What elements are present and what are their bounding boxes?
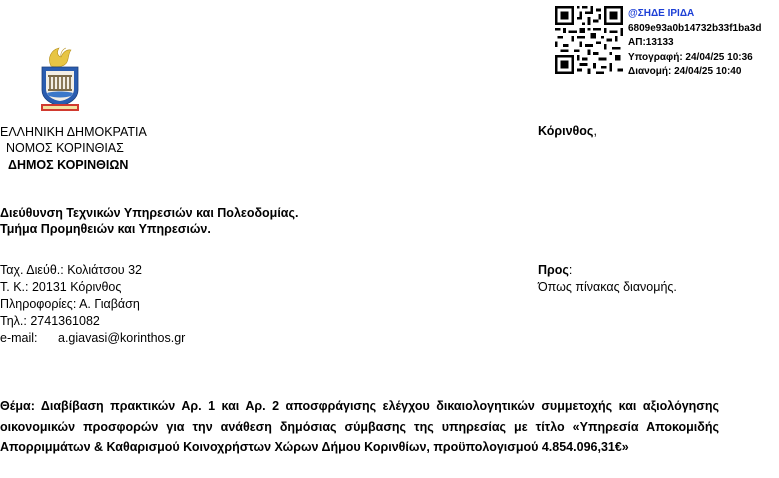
qr-code (555, 6, 623, 74)
section-name: Τμήμα Προμηθειών και Υπηρεσιών. (0, 222, 211, 236)
postal-address: Ταχ. Διεύθ.: Κολιάτσου 32 (0, 263, 143, 277)
contact-block (0, 262, 185, 347)
document-stamp (628, 7, 761, 80)
email-address: a.giavasi@korinthos.gr (58, 331, 186, 345)
department-block (0, 205, 298, 237)
directorate-name: Διεύθυνση Τεχνικών Υπηρεσιών και Πολεοδομίας. (0, 206, 299, 220)
email-line (0, 330, 185, 347)
recipient-block (538, 262, 677, 296)
subject-paragraph: Θέμα: Διαβίβαση πρακτικών Αρ. 1 και Αρ. 2 αποσφράγισης ελέγχου δικαιολογητικών συμμετοχής και αξιολόγησης οικονομικών προσφορών για την ανάθεση δημόσιας σύμβασης της υπηρεσίας με τίτλο «Υπηρεσία Αποκομιδής Απορριμμάτων & Καθαρισμού Κοινοχρήστων Χώρων Δήμου Κορινθίων, προϋπολογισμού 4.854.096,31€» (0, 399, 719, 454)
recipient-value: Όπως πίνακας διανομής. (538, 280, 677, 294)
stamp-protocol-number: ΑΠ:13133 (628, 37, 674, 48)
city-name: Κόρινθος (538, 124, 594, 138)
prefecture-heading: ΝΟΜΟΣ ΚΟΡΙΝΘΙΑΣ (6, 141, 124, 155)
email-label: e-mail: (0, 331, 38, 345)
stamp-hash: 6809e93a0b14732b33f1ba3d (628, 22, 762, 34)
municipality-heading: ΔΗΜΟΣ ΚΟΡΙΝΘΙΩΝ (8, 158, 129, 172)
phone-number: Τηλ.: 2741361082 (0, 314, 100, 328)
postal-code: Τ. Κ.: 20131 Κόρινθος (0, 280, 122, 294)
stamp-system: @ΣΗΔΕ ΙΡΙΔΑ (628, 8, 695, 19)
stamp-distribution-date: Διανομή: 24/04/25 10:40 (628, 66, 742, 77)
recipient-label: Προς (538, 263, 569, 277)
recipient-colon: : (568, 263, 573, 277)
republic-heading: ΕΛΛΗΝΙΚΗ ΔΗΜΟΚΡΑΤΙΑ (0, 125, 147, 139)
contact-person: Πληροφορίες: Α. Γιαβάση (0, 297, 140, 311)
stamp-signature-date: Υπογραφή: 24/04/25 10:36 (628, 51, 753, 63)
city-suffix: , (593, 124, 597, 138)
city-date-line (538, 124, 597, 138)
municipality-emblem (37, 44, 83, 114)
